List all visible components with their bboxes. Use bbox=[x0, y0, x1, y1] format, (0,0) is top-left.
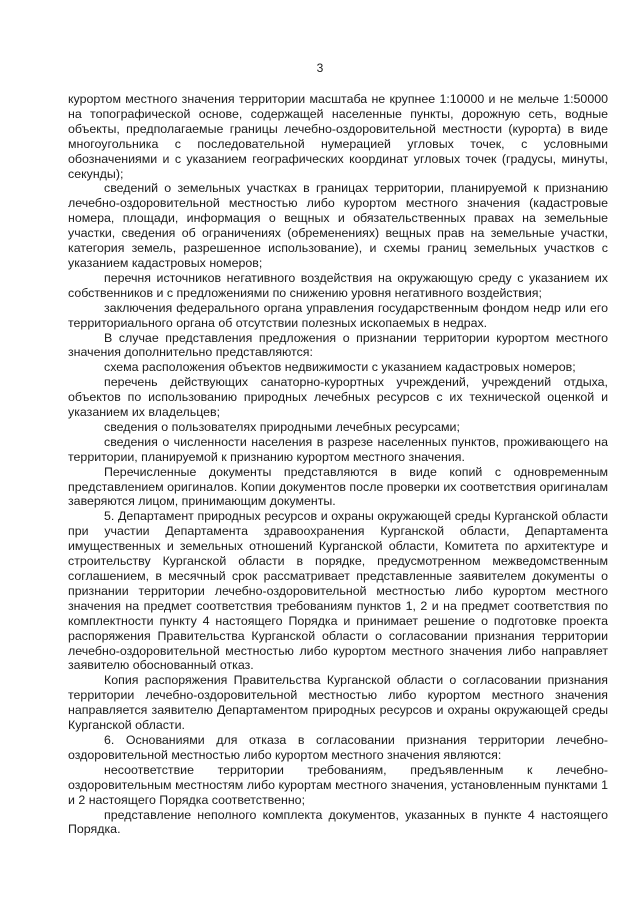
paragraph-property-scheme: схема расположения объектов недвижимости с указанием кадастровых номеров; bbox=[104, 360, 576, 375]
paragraph-land-plots: сведений о земельных участках в границах территории, планируемой к признанию лечебно-оздоровительной местностью либо курортом местного значения (кадастровые номера, площади, информация о вещных и обязательственных правах на земельные участки, сведения об ограничениях (обременениях) вещных прав на земельные участки, категория земель, разрешенное использование), и схемы границ земельных участков с указанием кадастровых номеров; bbox=[68, 181, 608, 270]
paragraph-noncompliance: несоответствие территории требованиям, предъявленным к лечебно-оздоровительным местностям либо курортам местного значения, установленным пунктами 1 и 2 настоящего Порядка соответственно; bbox=[68, 762, 608, 807]
document-body bbox=[68, 92, 608, 837]
page-number: 3 bbox=[316, 61, 324, 75]
paragraph-subsoil-conclusion: заключения федерального органа управления государственным фондом недр или его территориального органа об отсутствии полезных ископаемых в недрах. bbox=[68, 300, 608, 330]
paragraph-item-6: 6. Основаниями для отказа в согласовании признания территории лечебно-оздоровительной местностью либо курортом местного значения являются: bbox=[68, 732, 608, 762]
paragraph-copies: Перечисленные документы представляются в виде копий с одновременным представлением оригиналов. Копии документов после проверки их соответствия оригиналам заверяются лицом, принимающим документы. bbox=[68, 464, 608, 509]
paragraph-resort-additional: В случае представления предложения о признании территории курортом местного значения дополнительно представляются: bbox=[68, 330, 608, 360]
paragraph-item-5: 5. Департамент природных ресурсов и охраны окружающей среды Курганской области при участии Департамента здравоохранения Курганской области, Департамента имущественных и земельных отношений Курганской области, Комитета по архитектуре и строительству Курганской области в порядке, предусмотренном межведомственным соглашением, в месячный срок рассматривает представленные заявителем документы о признании территории лечебно-оздоровительной местностью либо курортом местного значения на предмет соответствия требованиям пунктов 1, 2 и на предмет соответствия по комплектности пункту 4 настоящего Порядка и принимает решение о подготовке проекта распоряжения Правительства Курганской области о согласовании признания территории лечебно-оздоровительной местностью либо курортом местного значения либо направляет заявителю обоснованный отказ. bbox=[68, 509, 608, 673]
paragraph-population: сведения о численности населения в разрезе населенных пунктов, проживающего на территории, планируемой к признанию курортом местного значения. bbox=[68, 434, 608, 464]
paragraph-sanatoriums-list: перечень действующих санаторно-курортных учреждений, учреждений отдыха, объектов по использованию природных лечебных ресурсов с их технической оценкой и указанием их владельцев; bbox=[68, 375, 608, 420]
paragraph-negative-impact: перечня источников негативного воздействия на окружающую среду с указанием их собственников и с предложениями по снижению уровня негативного воздействия; bbox=[68, 270, 608, 300]
paragraph-incomplete-docs: представление неполного комплекта документов, указанных в пункте 4 настоящего Порядка. bbox=[68, 807, 608, 837]
paragraph-order-copy: Копия распоряжения Правительства Курганской области о согласовании признания территории лечебно-оздоровительной местностью либо курортом местного значения направляется заявителю Департаментом природных ресурсов и охраны окружающей среды Курганской области. bbox=[68, 673, 608, 733]
paragraph-map-requirements: курортом местного значения территории масштаба не крупнее 1:10000 и не мельче 1:50000 на топографической основе, содержащей населенные пункты, дорожную сеть, водные объекты, предполагаемые границы лечебно-оздоровительной местности (курорта) в виде многоугольника с последовательной нумерацией угловых точек, с условными обозначениями и с указанием географических координат угловых точек (градусы, минуты, секунды); bbox=[68, 92, 608, 181]
paragraph-resource-users: сведения о пользователях природными лечебных ресурсами; bbox=[104, 419, 460, 434]
